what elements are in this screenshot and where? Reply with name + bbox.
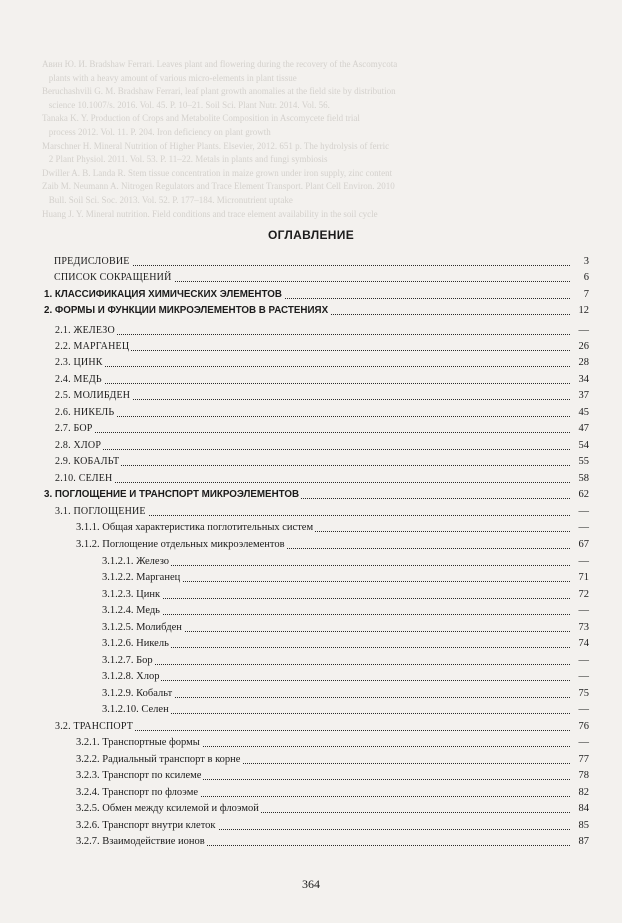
toc-entry-page: 73 xyxy=(578,622,589,633)
toc-entry-label: 3.2.5. Обмен между ксилемой и флоэмой xyxy=(76,803,259,814)
toc-entry xyxy=(0,303,622,318)
toc-entry-label: ПРЕДИСЛОВИЕ xyxy=(54,256,130,267)
toc-entry-page: 82 xyxy=(578,787,589,798)
toc-entry xyxy=(0,768,622,783)
toc-entry-page: 67 xyxy=(578,539,589,550)
toc-entry-page: 37 xyxy=(578,390,589,401)
toc-entry-page: 72 xyxy=(578,589,589,600)
toc-entry-page: 71 xyxy=(578,572,589,583)
toc-entry-label: 3.1.2.7. Бор xyxy=(102,655,153,666)
toc-entry-page: 78 xyxy=(578,770,589,781)
toc-entry xyxy=(0,801,622,816)
toc-entry-label: 3.1.2.6. Никель xyxy=(102,638,169,649)
toc-entry xyxy=(0,620,622,635)
toc-entry xyxy=(0,735,622,750)
toc-entry-label: 3.1.2.5. Молибден xyxy=(102,622,182,633)
toc-entry-label: 3.2.4. Транспорт по флоэме xyxy=(76,787,199,798)
show-through-text: Авин Ю. И. Bradshaw Ferrari. Leaves plant and flowering during the recovery of the Ascomycota plants with a heavy amount of various micro-elements in plant tissue Beruchashvili G. M. Bradshaw Ferrari, leaf plant growth anomalies at the field site by distribution science 10.1007/s. 2016. Vol. 45. P. 10–21. Soil Sci. Plant Nutr. 2014. Vol. 56. Tanaka K. Y. Production of Crops and Metabolite Composition in Ascomycete field trial process 2012. Vol. 11. P. 204. Iron deficiency on plant growth Marschner H. Mineral Nutrition of Higher Plants. Elsevier, 2012. 651 p. The hydrolysis of ferric 2 Plant Physiol. 2011. Vol. 53. P. 11–22. Metals in plants and fungi symbiosis Dwiller A. B. Landa R. Stem tissue concentration in maize grown under iron supply, zinc content Zaib M. Neumann A. Nitrogen Regulators and Trace Element Transport. Plant Cell Environ. 2010 Bull. Soil Sci. Soc. 2013. Vol. 52. P. 177–184. Micronutrient uptake Huang J. Y. Mineral nutrition. Field conditions and trace element availability in the soil cycle xyxy=(42,59,398,219)
leader-dots xyxy=(55,416,570,417)
toc-entry xyxy=(0,818,622,833)
toc-entry-page: — xyxy=(578,704,589,715)
leader-dots xyxy=(55,383,570,384)
page-number: 364 xyxy=(302,877,320,891)
toc-entry xyxy=(0,372,622,387)
leader-dots xyxy=(55,334,570,335)
toc-entry-label: 2.9. КОБАЛЬТ xyxy=(55,456,120,467)
toc-entry-page: 87 xyxy=(578,836,589,847)
toc-entry-page: — xyxy=(578,655,589,666)
toc-entry-page: 6 xyxy=(583,272,589,283)
toc-entry-label: 3.1.2.10. Селен xyxy=(102,704,169,715)
toc-entry xyxy=(0,421,622,436)
toc-entry xyxy=(0,603,622,618)
toc-entry xyxy=(0,785,622,800)
toc-entry-label: 3.1.1. Общая характеристика поглотительных систем xyxy=(76,522,314,533)
toc-entry-page: 3 xyxy=(583,256,589,267)
toc-entry-label: 3. ПОГЛОЩЕНИЕ И ТРАНСПОРТ МИКРОЭЛЕМЕНТОВ xyxy=(44,489,300,500)
toc-entry xyxy=(0,834,622,849)
toc-entry-page: 12 xyxy=(578,305,589,316)
toc-entry-page: 84 xyxy=(578,803,589,814)
toc-entry xyxy=(0,454,622,469)
toc-entry-label: 3.1.2.2. Марганец xyxy=(102,572,181,583)
toc-entry xyxy=(0,587,622,602)
toc-entry xyxy=(0,636,622,651)
toc-entry-page: 74 xyxy=(578,638,589,649)
toc-entry xyxy=(0,669,622,684)
toc-entry-label: 3.1.2.3. Цинк xyxy=(102,589,161,600)
toc-entry-label: 2.2. МАРГАНЕЦ xyxy=(55,341,130,352)
toc-entry xyxy=(0,504,622,519)
toc-entry-page: 45 xyxy=(578,407,589,418)
toc-entry-page: 34 xyxy=(578,374,589,385)
leader-dots xyxy=(102,598,570,599)
leader-dots xyxy=(55,350,570,351)
toc-entry-label: 3.2.3. Транспорт по ксилеме xyxy=(76,770,202,781)
toc-entry-label: 2.8. ХЛОР xyxy=(55,440,102,451)
toc-entry-label: 2.6. НИКЕЛЬ xyxy=(55,407,115,418)
toc-entry xyxy=(0,287,622,302)
toc-entry-page: 55 xyxy=(578,456,589,467)
leader-dots xyxy=(55,366,570,367)
leader-dots xyxy=(55,482,570,483)
toc-entry xyxy=(0,752,622,767)
toc-entry xyxy=(0,323,622,338)
toc-entry-page: — xyxy=(578,325,589,336)
toc-entry-label: 2.5. МОЛИБДЕН xyxy=(55,390,131,401)
leader-dots xyxy=(55,449,570,450)
toc-entry-label: 2.7. БОР xyxy=(55,423,93,434)
toc-entry-label: 3.1.2.4. Медь xyxy=(102,605,160,616)
toc-entry-label: 3.2.1. Транспортные формы xyxy=(76,737,200,748)
leader-dots xyxy=(55,465,570,466)
toc-entry xyxy=(0,702,622,717)
toc-entry-label: 3.1.2.8. Хлор xyxy=(102,671,160,682)
toc-entry-page: 26 xyxy=(578,341,589,352)
toc-entry xyxy=(0,254,622,269)
toc-entry-label: 3.2. ТРАНСПОРТ xyxy=(55,721,134,732)
toc-entry-page: — xyxy=(578,671,589,682)
toc-entry xyxy=(0,537,622,552)
toc-entry-page: 47 xyxy=(578,423,589,434)
toc-entry-page: — xyxy=(578,556,589,567)
toc-entry xyxy=(0,570,622,585)
toc-entry-label: 3.2.7. Взаимодействие ионов xyxy=(76,836,205,847)
toc-entry xyxy=(0,355,622,370)
toc-entry-page: 77 xyxy=(578,754,589,765)
toc-title: ОГЛАВЛЕНИЕ xyxy=(267,228,354,242)
toc-entry-label: 3.1.2.1. Железо xyxy=(102,556,170,567)
toc-entry-page: 85 xyxy=(578,820,589,831)
toc-entry xyxy=(0,438,622,453)
toc-entry-page: — xyxy=(578,605,589,616)
leader-dots xyxy=(102,614,570,615)
toc-entry-label: 3.1.2.9. Кобальт xyxy=(102,688,173,699)
toc-entry-page: 75 xyxy=(578,688,589,699)
leader-dots xyxy=(102,565,570,566)
toc-entry xyxy=(0,405,622,420)
toc-entry-label: 2.1. ЖЕЛЕЗО xyxy=(55,325,115,336)
toc-entry xyxy=(0,471,622,486)
toc-entry-page: 7 xyxy=(583,289,589,300)
toc-entry-label: 2.4. МЕДЬ xyxy=(55,374,102,385)
toc-entry-page: 54 xyxy=(578,440,589,451)
toc-entry xyxy=(0,686,622,701)
toc-entry-label: 3.1. ПОГЛОЩЕНИЕ xyxy=(55,506,146,517)
toc-entry xyxy=(0,719,622,734)
leader-dots xyxy=(102,664,570,665)
toc-entry xyxy=(0,270,622,285)
toc-entry-label: 3.2.2. Радиальный транспорт в корне xyxy=(76,754,241,765)
leader-dots xyxy=(102,647,570,648)
toc-entry-label: 2. ФОРМЫ И ФУНКЦИИ МИКРОЭЛЕМЕНТОВ В РАСТЕНИЯХ xyxy=(44,305,329,316)
toc-entry-page: 58 xyxy=(578,473,589,484)
toc-entry-label: 3.1.2. Поглощение отдельных микроэлементов xyxy=(76,539,285,550)
toc-entry-label: СПИСОК СОКРАЩЕНИЙ xyxy=(54,272,172,283)
toc-entry xyxy=(0,487,622,502)
toc-entry-page: — xyxy=(578,506,589,517)
toc-entry xyxy=(0,388,622,403)
toc-entry xyxy=(0,653,622,668)
toc-entry-label: 1. КЛАССИФИКАЦИЯ ХИМИЧЕСКИХ ЭЛЕМЕНТОВ xyxy=(44,289,282,300)
leader-dots xyxy=(102,680,570,681)
toc-entry-page: — xyxy=(578,522,589,533)
toc-entry-page: 76 xyxy=(578,721,589,732)
leader-dots xyxy=(55,432,570,433)
toc-entry xyxy=(0,554,622,569)
toc-entry-page: 28 xyxy=(578,357,589,368)
toc-entry xyxy=(0,520,622,535)
toc-entry-page: — xyxy=(578,737,589,748)
toc-entry-label: 3.2.6. Транспорт внутри клеток xyxy=(76,820,216,831)
leader-dots xyxy=(102,713,570,714)
toc-entry-page: 62 xyxy=(578,489,589,500)
toc-entry-label: 2.10. СЕЛЕН xyxy=(55,473,113,484)
leader-dots xyxy=(55,399,570,400)
toc-entry-label: 2.3. ЦИНК xyxy=(55,357,103,368)
toc-entry xyxy=(0,339,622,354)
